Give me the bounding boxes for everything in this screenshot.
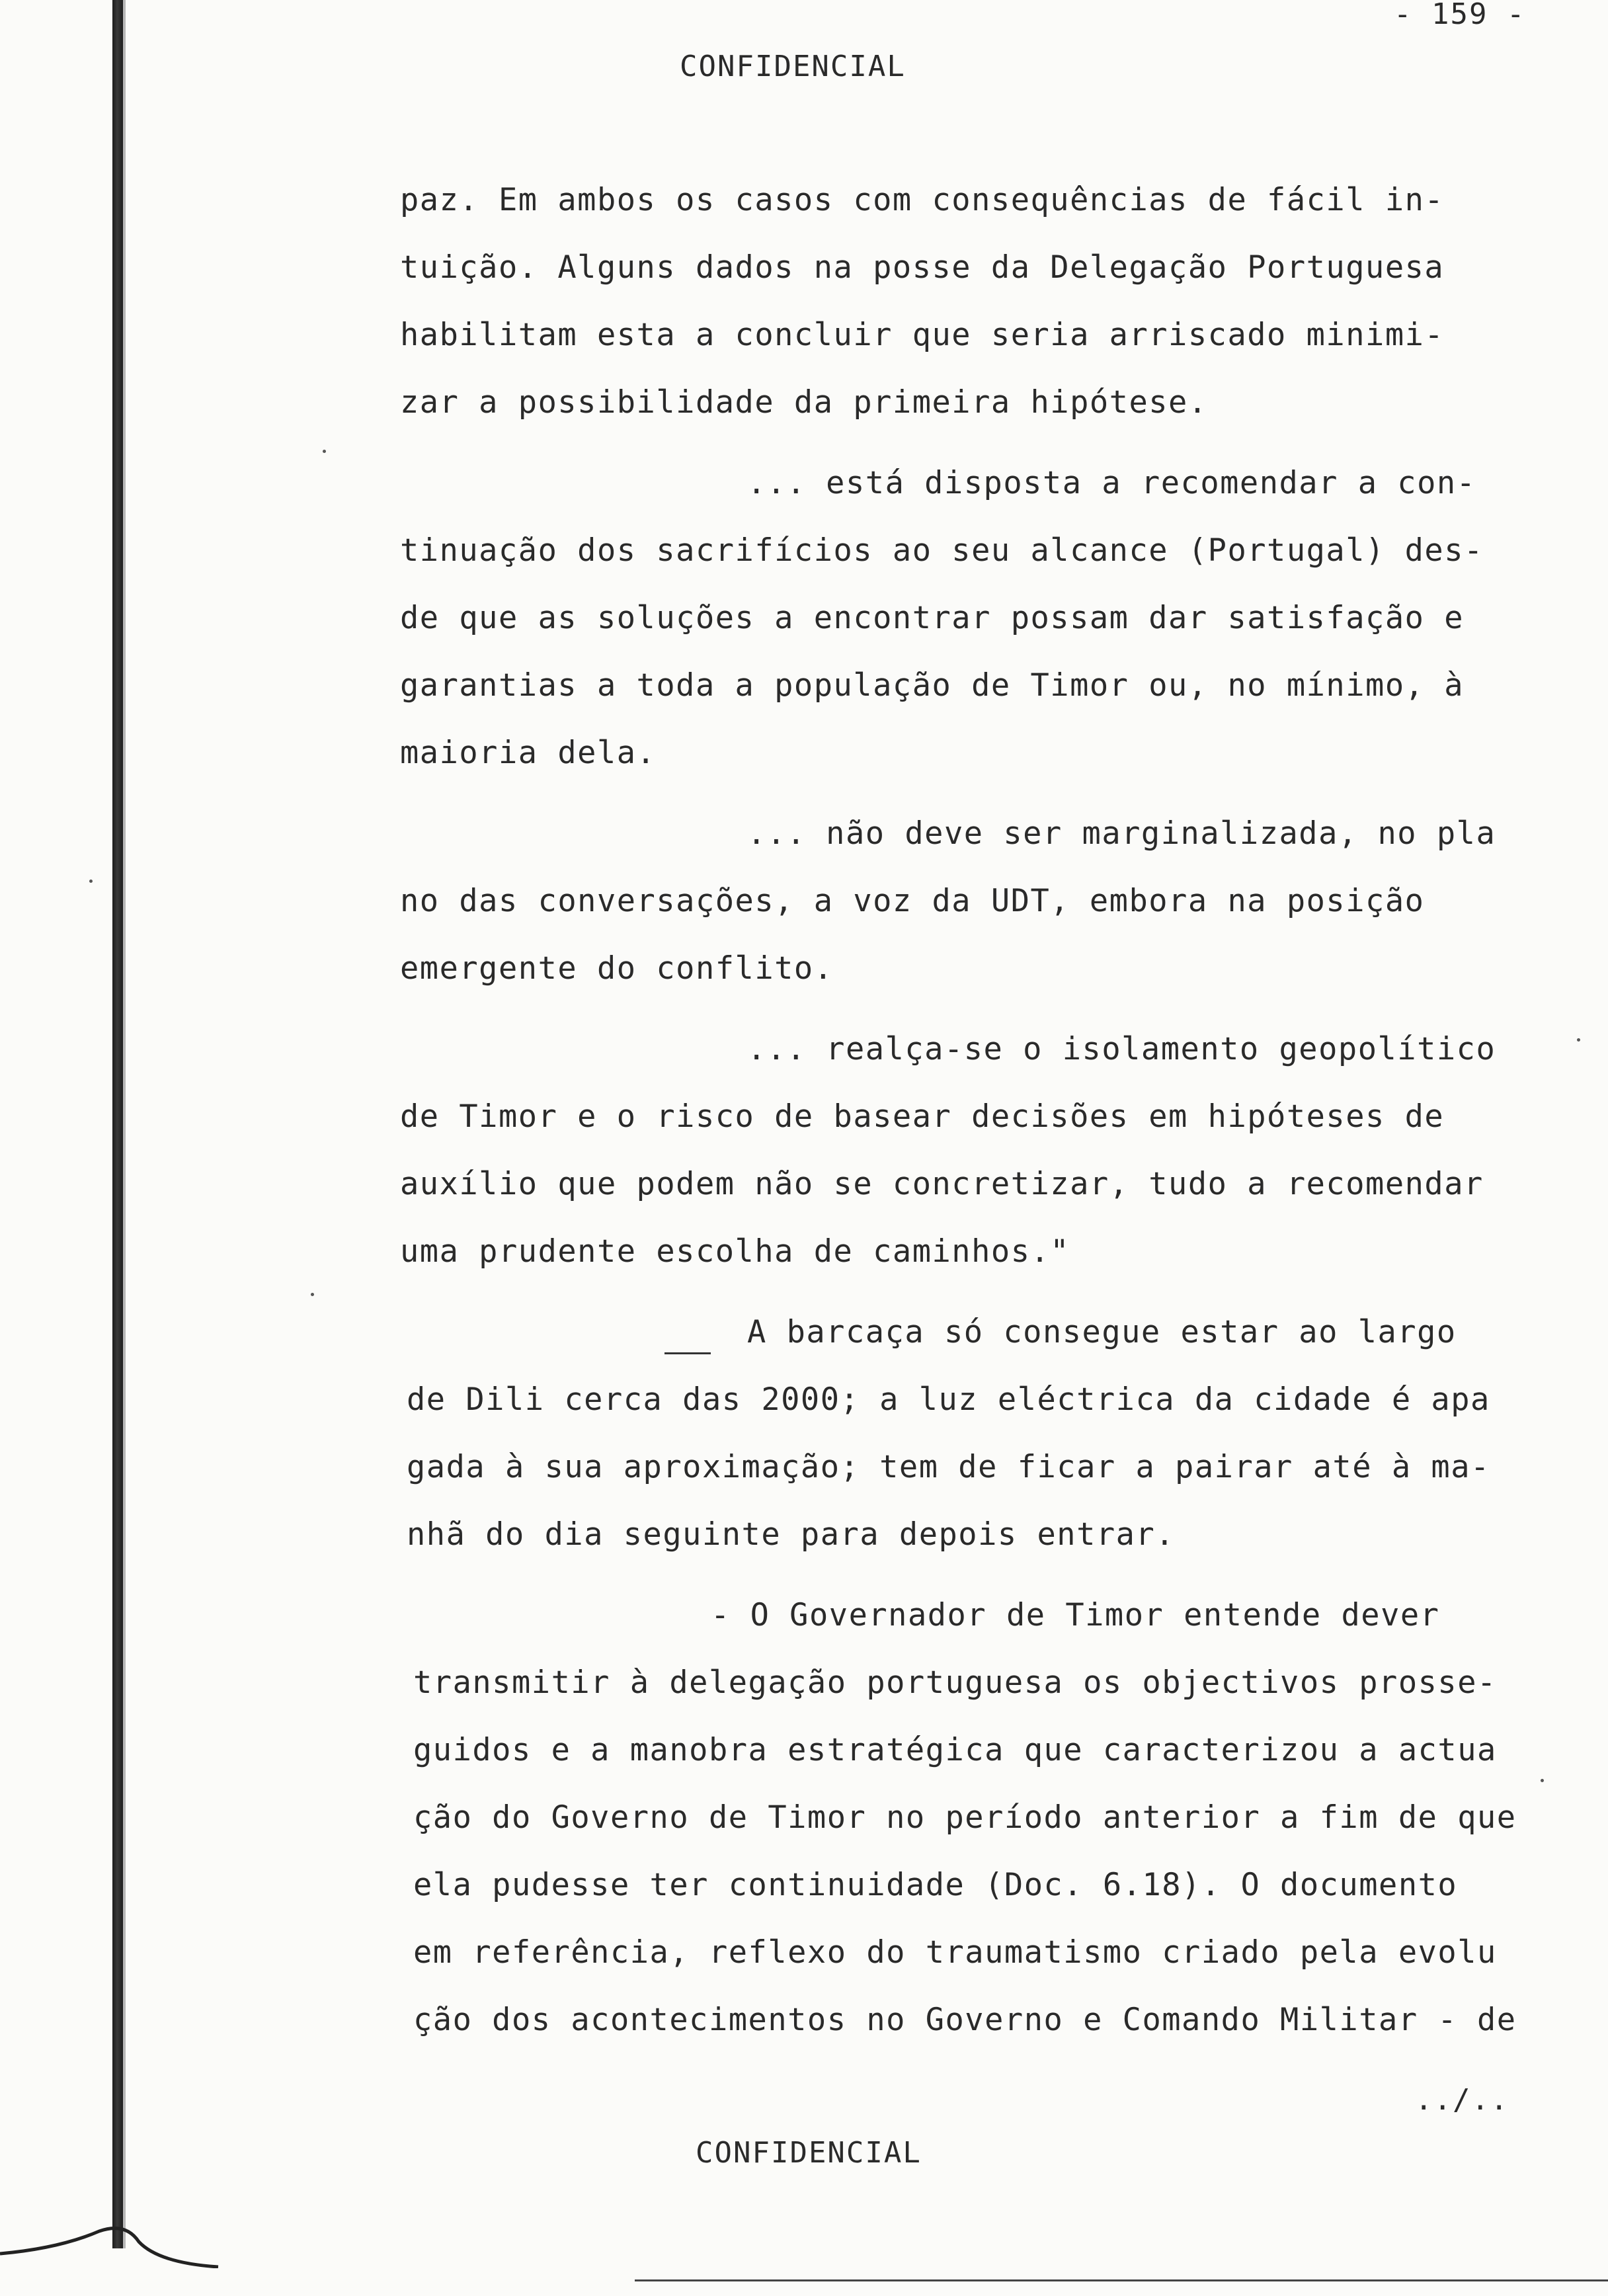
text-line: de Dili cerca das 2000; a luz eléctrica da cidade é apa <box>407 1381 1490 1418</box>
scan-speck <box>311 1293 314 1296</box>
text-line: tuição. Alguns dados na posse da Delegação Portuguesa <box>400 249 1445 286</box>
text-line: ... realça-se o isolamento geopolítico <box>747 1031 1496 1067</box>
text-line: gada à sua aproximação; tem de ficar a pairar até à ma- <box>407 1449 1490 1485</box>
pen-mark <box>664 1352 711 1354</box>
text-line: no das conversações, a voz da UDT, embora na posição <box>400 883 1425 919</box>
text-line: nhã do dia seguinte para depois entrar. <box>407 1516 1176 1553</box>
text-line: ela pudesse ter continuidade (Doc. 6.18). O documento <box>413 1867 1458 1903</box>
binding-edge <box>112 0 123 2248</box>
footer-classification: CONFIDENCIAL <box>696 2136 922 2170</box>
scan-speck <box>1577 1038 1580 1042</box>
text-line: de Timor e o risco de basear decisões em hipóteses de <box>400 1098 1445 1135</box>
page-curl <box>0 2202 225 2268</box>
text-line: de que as soluções a encontrar possam dar satisfação e <box>400 600 1465 636</box>
continuation-mark: ../.. <box>1415 2083 1509 2117</box>
text-line: paz. Em ambos os casos com consequências de fácil in- <box>400 182 1445 218</box>
text-line: em referência, reflexo do traumatismo criado pela evolu <box>413 1934 1497 1971</box>
text-line: zar a possibilidade da primeira hipótese. <box>400 384 1208 421</box>
text-line: habilitam esta a concluir que seria arriscado minimi- <box>400 317 1445 353</box>
text-line: A barcaça só consegue estar ao largo <box>747 1314 1457 1350</box>
text-line: maioria dela. <box>400 735 657 771</box>
text-line: - O Governador de Timor entende dever <box>711 1597 1440 1633</box>
text-line: emergente do conflito. <box>400 950 834 987</box>
text-line: auxílio que podem não se concretizar, tudo a recomendar <box>400 1166 1484 1202</box>
text-line: ção dos acontecimentos no Governo e Comando Militar - de <box>413 2002 1517 2038</box>
scan-speck <box>1541 1779 1544 1782</box>
bottom-rule <box>635 2279 1608 2281</box>
header-classification: CONFIDENCIAL <box>680 50 906 83</box>
text-line: uma prudente escolha de caminhos." <box>400 1233 1070 1270</box>
text-line: garantias a toda a população de Timor ou, no mínimo, à <box>400 667 1465 704</box>
binding-shadow <box>123 0 126 2248</box>
scan-speck <box>89 880 93 883</box>
page-number: - 159 - <box>1394 0 1526 31</box>
text-line: transmitir à delegação portuguesa os objectivos prosse- <box>413 1664 1497 1701</box>
text-line: ... está disposta a recomendar a con- <box>747 465 1476 501</box>
text-line: ção do Governo de Timor no período anterior a fim de que <box>413 1799 1517 1836</box>
text-line: guidos e a manobra estratégica que caracterizou a actua <box>413 1732 1497 1768</box>
text-line: ... não deve ser marginalizada, no pla <box>747 815 1496 852</box>
text-line: tinuação dos sacrifícios ao seu alcance (Portugal) des- <box>400 532 1484 569</box>
scan-speck <box>323 450 326 453</box>
